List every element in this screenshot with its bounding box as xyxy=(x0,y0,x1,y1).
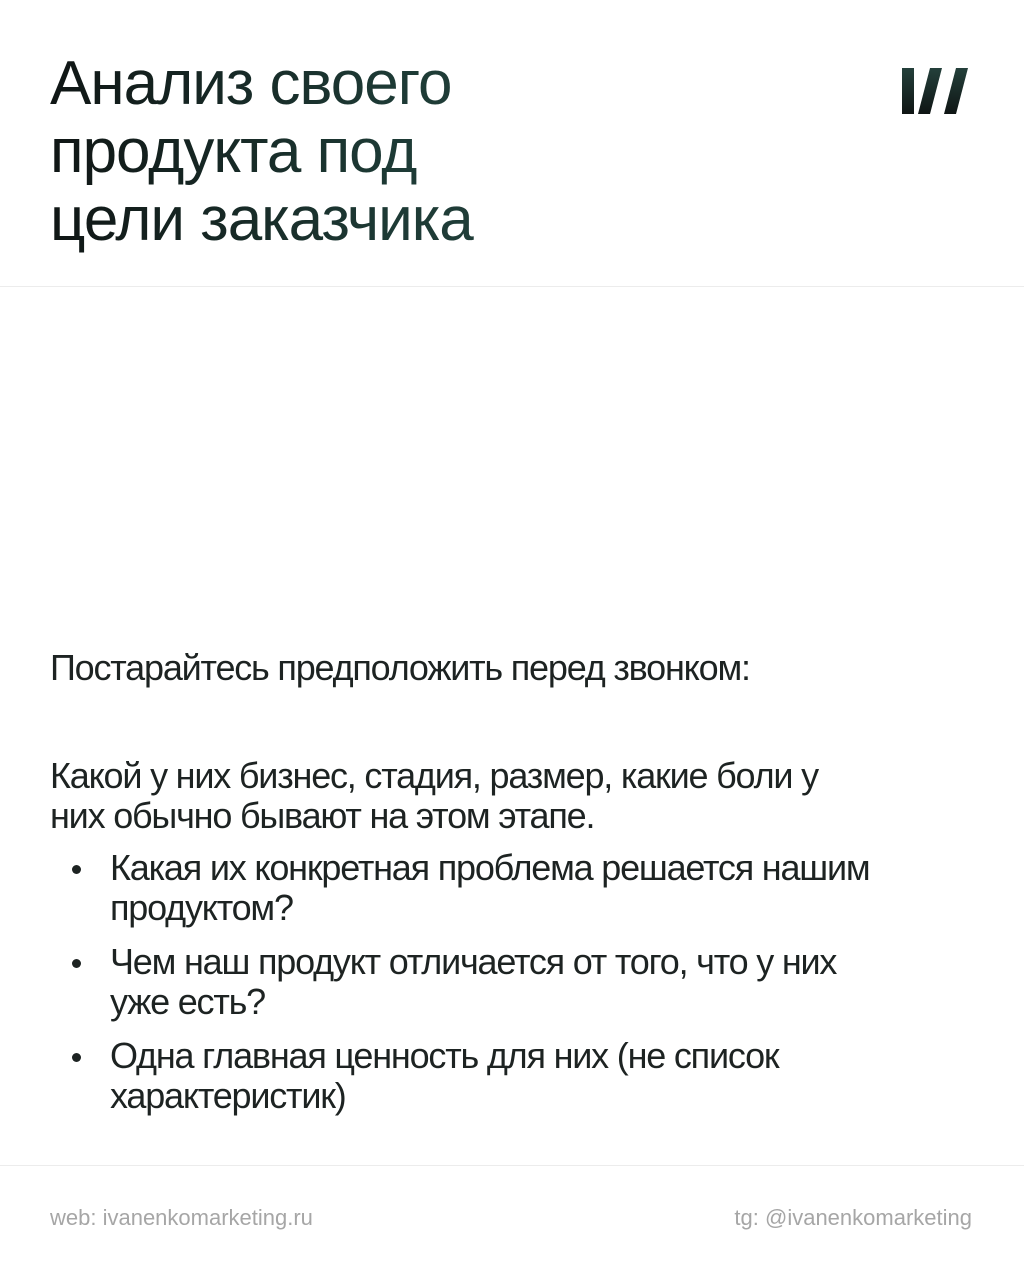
list-item xyxy=(50,942,900,1022)
bullet-dot-icon xyxy=(72,865,81,874)
bullet-dot-icon xyxy=(72,959,81,968)
footer-web-link[interactable]: web: ivanenkomarketing.ru xyxy=(50,1205,313,1230)
title-line-3: цели заказчика xyxy=(50,185,473,254)
list-item-text: Какая их конкретная проблема решается нашим продуктом? xyxy=(110,847,870,928)
list-item xyxy=(50,1036,900,1116)
list-item-text: Чем наш продукт отличается от того, что у них уже есть? xyxy=(110,941,837,1022)
lead-text: Постарайтесь предположить перед звонком: xyxy=(50,647,750,688)
title-line-1: Анализ своего xyxy=(50,49,452,118)
main-content xyxy=(50,646,950,1130)
page-title xyxy=(50,50,670,254)
list-item xyxy=(50,848,900,928)
brand-logo-icon xyxy=(900,68,968,114)
title-line-2: продукта под xyxy=(50,117,417,186)
bullet-dot-icon xyxy=(72,1053,81,1062)
list-item-text: Одна главная ценность для них (не список характеристик) xyxy=(110,1035,779,1116)
footer-telegram-link[interactable]: tg: @ivanenkomarketing xyxy=(734,1205,972,1230)
description-paragraph: Какой у них бизнес, стадия, размер, какие боли у них обычно бывают на этом этапе. xyxy=(50,755,818,836)
question-list xyxy=(50,848,950,1116)
footer-divider xyxy=(0,1165,1024,1166)
header xyxy=(0,0,1024,287)
